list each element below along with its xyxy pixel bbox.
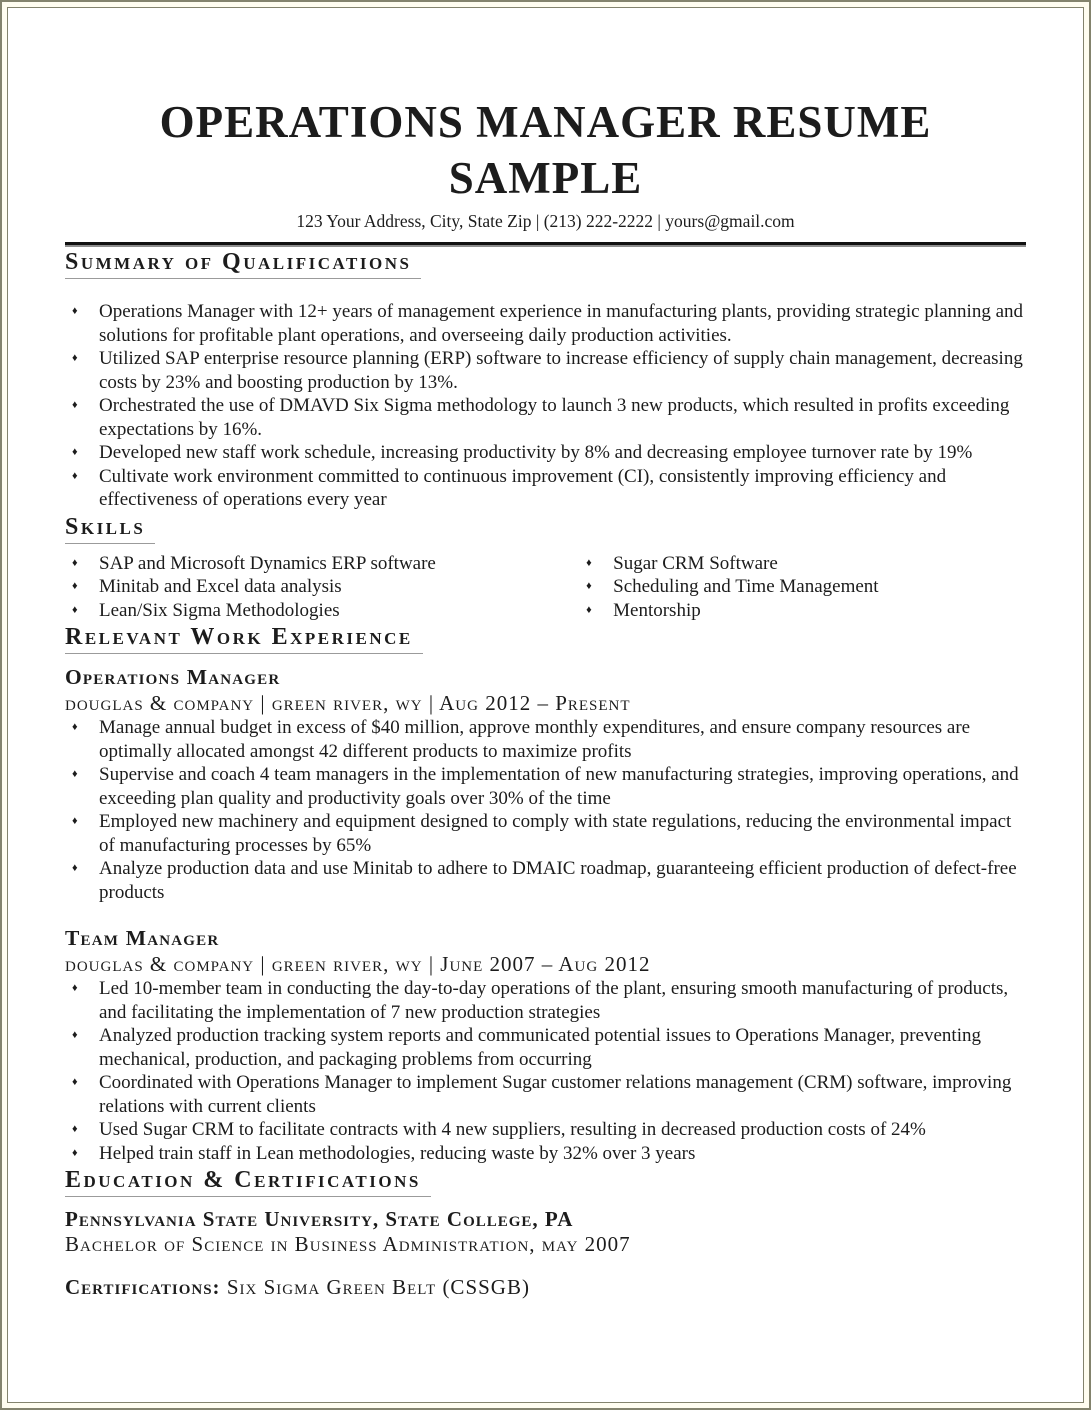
skills-list-left (65, 552, 579, 623)
certifications-value: Six Sigma Green Belt (CSSGB) (226, 1275, 530, 1299)
job-bullet-list (65, 716, 1026, 904)
skill-text: Mentorship (613, 599, 701, 621)
education-heading-text: Education & Certifications (65, 1165, 431, 1197)
diamond-bullet-icon: ♦ (72, 1029, 78, 1041)
experience-heading-text: Relevant Work Experience (65, 622, 423, 654)
diamond-bullet-icon: ♦ (72, 469, 78, 482)
diamond-bullet-icon: ♦ (72, 603, 78, 616)
diamond-bullet-icon: ♦ (72, 1146, 78, 1159)
list-item (65, 1071, 1026, 1118)
diamond-bullet-icon: ♦ (72, 399, 78, 411)
summary-bullet-text: Utilized SAP enterprise resource planning (ERP) software to increase efficiency of supply chain management, decreasing costs by 23% and boosting production by 13%. (99, 348, 1023, 393)
job-title: Operations Manager (65, 665, 281, 689)
section-experience (65, 622, 1026, 1165)
job-bullet-text: Coordinated with Operations Manager to implement Sugar customer relations management (CRM) software, improving relations with current clients (99, 1072, 1012, 1117)
job-bullet-text: Led 10-member team in conducting the day-to-day operations of the plant, ensuring smooth manufacturing of products, and facilitating the implementation of 7 new production strategies (99, 978, 1009, 1023)
summary-heading (65, 247, 1026, 279)
diamond-bullet-icon: ♦ (72, 768, 78, 780)
diamond-bullet-icon: ♦ (72, 1076, 78, 1088)
diamond-bullet-icon: ♦ (72, 1123, 78, 1135)
summary-bullet-text: Orchestrated the use of DMAVD Six Sigma methodology to launch 3 new products, which resulted in profits exceeding expectations by 16%. (99, 395, 1010, 440)
list-item (65, 977, 1026, 1024)
list-item (65, 716, 1026, 763)
section-skills (65, 512, 1026, 623)
experience-heading (65, 622, 1026, 654)
page-title: OPERATIONS MANAGER RESUME SAMPLE (159, 97, 932, 203)
job-company-location-dates: douglas & company | green river, wy | June 2007 – Aug 2012 (65, 952, 651, 976)
job-bullet-text: Helped train staff in Lean methodologies, reducing waste by 32% over 3 years (99, 1142, 696, 1164)
list-item (579, 552, 1026, 576)
summary-bullet-text: Cultivate work environment committed to continuous improvement (CI), consistently improving efficiency and effectiveness of operations every year (99, 465, 947, 510)
diamond-bullet-icon: ♦ (72, 352, 78, 364)
job-bullet-text: Used Sugar CRM to facilitate contracts with 4 new suppliers, resulting in decreased production costs of 24% (99, 1119, 926, 1140)
diamond-bullet-icon: ♦ (586, 603, 592, 616)
list-item (65, 552, 579, 576)
job-company-location-dates: douglas & company | green river, wy | Aug 2012 – Present (65, 691, 631, 715)
skills-columns (65, 552, 1026, 623)
list-item (65, 575, 579, 599)
diamond-bullet-icon: ♦ (72, 862, 78, 874)
job-bullet-text: Supervise and coach 4 team managers in the implementation of new manufacturing strategies, improving operations, and exceeding plan quality and productivity goals over 30% of the time (99, 764, 1019, 809)
skills-list-right (579, 552, 1026, 623)
skill-text: Lean/Six Sigma Methodologies (99, 599, 340, 621)
job-title: Team Manager (65, 926, 220, 950)
diamond-bullet-icon: ♦ (586, 580, 592, 592)
resume-page (7, 7, 1084, 1403)
list-item (65, 1118, 1026, 1142)
job-bullet-text: Analyzed production tracking system reports and communicated potential issues to Operations Manager, preventing mechanical, production, and packaging problems from occurring (99, 1025, 981, 1070)
list-item (65, 1142, 1026, 1166)
school-name: Pennsylvania State University, State College, PA (65, 1207, 574, 1231)
diamond-bullet-icon: ♦ (72, 305, 78, 317)
list-item (65, 599, 579, 623)
resume-header (65, 94, 1026, 247)
list-item (579, 599, 1026, 623)
list-item (65, 857, 1026, 904)
list-item (65, 347, 1026, 394)
skills-heading-text: Skills (65, 512, 155, 544)
list-item (65, 1024, 1026, 1071)
job-team-manager (65, 925, 1026, 1165)
skill-text: SAP and Microsoft Dynamics ERP software (99, 552, 436, 574)
education-heading (65, 1165, 1026, 1197)
list-item (65, 394, 1026, 441)
skill-text: Sugar CRM Software (613, 552, 778, 574)
diamond-bullet-icon: ♦ (72, 721, 78, 733)
summary-bullet-text: Developed new staff work schedule, increasing productivity by 8% and decreasing employee turnover rate by 19% (99, 442, 973, 463)
list-item (65, 763, 1026, 810)
degree-line: Bachelor of Science in Business Administration, may 2007 (65, 1232, 631, 1256)
summary-bullet-text: Operations Manager with 12+ years of management experience in manufacturing plants, providing strategic planning and solutions for profitable plant operations, and overseeing daily production activities. (99, 301, 1024, 346)
list-item (65, 441, 1026, 465)
list-item (65, 465, 1026, 512)
job-bullet-list (65, 977, 1026, 1165)
list-item (579, 575, 1026, 599)
summary-heading-text: Summary of Qualifications (65, 247, 421, 279)
summary-list (65, 300, 1026, 512)
diamond-bullet-icon: ♦ (72, 815, 78, 827)
diamond-bullet-icon: ♦ (586, 556, 592, 569)
certifications-label: Certifications: (65, 1275, 221, 1299)
job-operations-manager (65, 664, 1026, 904)
certifications-line (65, 1275, 1026, 1300)
section-education (65, 1165, 1026, 1300)
diamond-bullet-icon: ♦ (72, 556, 78, 569)
job-bullet-text: Manage annual budget in excess of $40 million, approve monthly expenditures, and ensure company resources are optimally allocated amongst 42 different products to maximize profits (99, 717, 971, 762)
diamond-bullet-icon: ♦ (72, 580, 78, 592)
contact-line: 123 Your Address, City, State Zip | (213) 222-2222 | yours@gmail.com (296, 211, 795, 231)
list-item (65, 810, 1026, 857)
skill-text: Minitab and Excel data analysis (99, 576, 342, 597)
list-item (65, 300, 1026, 347)
diamond-bullet-icon: ♦ (72, 982, 78, 994)
job-bullet-text: Employed new machinery and equipment designed to comply with state regulations, reducing the environmental impact of manufacturing processes by 65% (99, 811, 1012, 856)
diamond-bullet-icon: ♦ (72, 446, 78, 458)
skills-heading (65, 512, 1026, 544)
job-bullet-text: Analyze production data and use Minitab to adhere to DMAIC roadmap, guaranteeing efficient production of defect-free products (99, 858, 1017, 903)
skill-text: Scheduling and Time Management (613, 576, 879, 597)
section-summary (65, 247, 1026, 512)
